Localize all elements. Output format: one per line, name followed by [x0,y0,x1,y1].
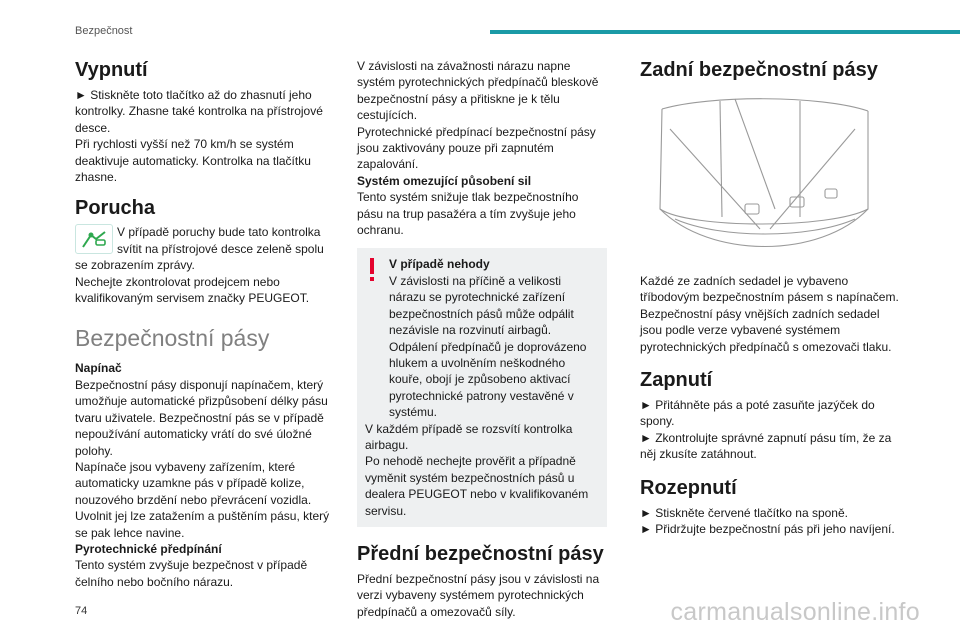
napinac-heading: Napínač [75,361,122,376]
column-left [75,55,337,590]
header-accent-bar [490,30,960,34]
heading-rozepnuti: Rozepnutí [640,476,737,499]
front-belts-text: Přední bezpečnostní pásy jsou v závislosti na verzi vybaveny systémem pyrotechnických předpínačů a omezovačů síly. [357,571,600,619]
porucha-text-2: Nechejte zkontrolovat prodejcem nebo kvalifikovaným servisem značky PEUGEOT. [75,274,310,306]
porucha-text-1: V případě poruchy bude tato kontrolka svítit na přístrojové desce zeleně spolu se zobrazením zprávy. [75,225,324,273]
vypnuti-text-2: Při rychlosti vyšší než 70 km/h se systém deaktivuje automaticky. Kontrolka na tlačítku zhasne. [75,137,311,185]
page-number: 74 [75,605,88,617]
column-right [640,55,902,537]
zapnuti-step-1: ► Přitáhněte pás a poté zasuňte jazýček do spony. [640,398,875,429]
heading-zapnuti: Zapnutí [640,369,713,392]
vypnuti-text-1: ► Stiskněte toto tlačítko až do zhasnutí jeho kontrolky. Zhasne také kontrolka na přístrojové desce. [75,88,323,135]
heading-vypnuti: Vypnutí [75,59,148,81]
heading-predni-pasy: Přední bezpečnostní pásy [357,542,604,565]
column-middle [357,58,607,620]
warning-heading: V případě nehody [389,257,490,272]
pyro-text: Tento systém zvyšuje bezpečnost v případě čelního nebo bočního nárazu. [75,558,308,589]
rear-seat-belts-illustration [650,89,877,264]
section-header: Bezpečnost [75,25,133,37]
watermark: carmanualsonline.info [670,598,920,626]
heading-zadni-pasy: Zadní bezpečnostní pásy [640,59,878,81]
warning-text-3: Po nehodě nechejte prověřit a případně vyměnit systém bezpečnostních pásů u dealera PEUGEOT nebo v kvalifikovaném servisu. [365,454,589,518]
seatbelt-warning-icon [75,224,113,254]
accident-warning-box [357,248,607,527]
rozepnuti-step-2: ► Přidržujte bezpečnostní pás při jeho navíjení. [640,522,895,537]
napinac-text-2: Napínače jsou vybaveny zařízením, které automaticky uzamkne pás v případě kolize, nouzového brzdění nebo převrácení vozidla. Uvolnit jej lze zatažením a puštěním pásu, který se pak lehce navine. [75,459,330,540]
warning-text-1a [365,273,599,421]
pyro-activation-text: Pyrotechnické předpínací bezpečnostní pásy jsou zaktivovány pouze při zapnutém zapalování. [357,124,596,172]
zapnuti-step-2: ► Zkontrolujte správné zapnutí pásu tím, že za něj zkusíte zatáhnout. [640,430,892,462]
limiter-heading: Systém omezující působení sil [357,173,532,188]
napinac-text-1: Bezpečnostní pásy disponují napínačem, který umožňuje automatické přizpůsobení délky pásu tvaru uživatele. Bezpečnostní pás se v případě nepoužívání automaticky vrátí do své úložné polohy. [75,377,328,458]
limiter-text: Tento systém snižuje tlak bezpečnostního pásu na trup pasažéra a tím zvyšuje jeho ochranu. [357,190,579,238]
warning-text-2: V každém případě se rozsvítí kontrolka airbagu. [365,421,573,452]
pyro-heading: Pyrotechnické předpínání [75,541,222,556]
rozepnuti-step-1: ► Stiskněte červené tlačítko na sponě. [640,505,848,520]
heading-porucha: Porucha [75,197,156,220]
warning-text-1: V závislosti na příčině a velikosti nárazu se pyrotechnické zařízení bezpečnostních pásů může odpálit nezávisle na rozvinutí airbagů. Odpálení předpínačů je doprovázeno hlukem a uvolněním neškodného kouře, obojí je způsobeno aktivací pyrotechnické patrony vestavěné v systému. [389,273,587,420]
porucha-note [75,224,337,273]
pyro-text-cont: V závislosti na závažnosti nárazu napne systém pyrotechnických předpínačů bleskově bezpečnostní pásy a přitiskne je k tělu cestujících. [357,59,599,123]
heading-bezpecnostni-pasy: Bezpečnostní pásy [75,325,270,352]
rear-belts-text: Každé ze zadních sedadel je vybaveno tříbodovým bezpečnostním pásem s napínačem. Bezpečnostní pásy vnějších zadních sedadel jsou podle verze vybavené systémem pyrotechnických předpínačů s omezovači tlaku. [640,274,899,354]
exclamation-icon [367,258,377,282]
